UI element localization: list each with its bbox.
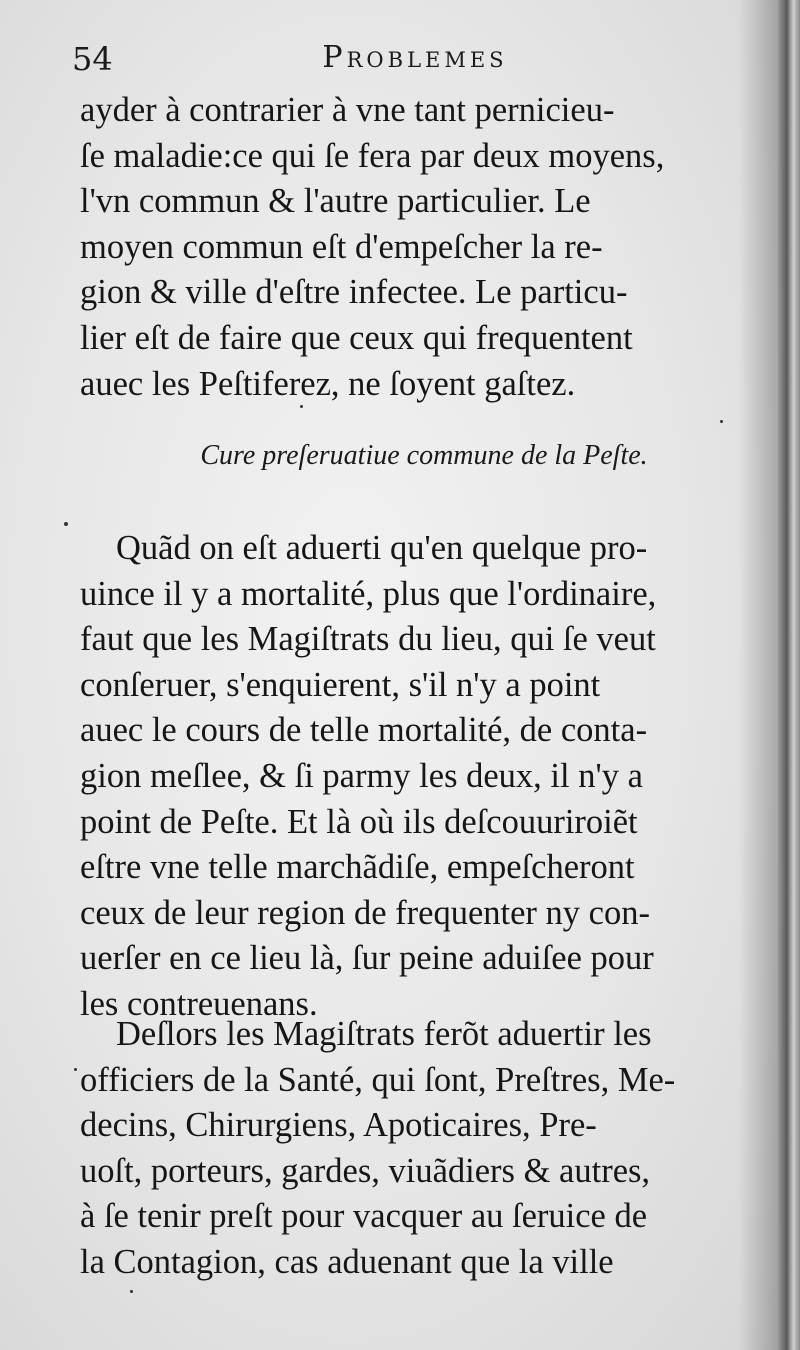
text-line: gion meſlee, & ſi parmy les deux, il n'y a (80, 756, 643, 795)
section-heading: Cure preſeruatiue commune de la Peſte. (200, 440, 648, 471)
text-line: l'vn commun & l'autre particulier. Le (80, 182, 591, 221)
page-number: 54 (72, 40, 113, 78)
text-line: les contreuenans. (80, 984, 318, 1023)
text-line: la Contagion, cas aduenant que la ville (80, 1242, 614, 1281)
paragraph-1 (80, 88, 768, 407)
paper-speck (74, 1068, 77, 1071)
text-line: uince il y a mortalité, plus que l'ordinaire, (80, 574, 657, 613)
text-line: faut que les Magiſtrats du lieu, qui ſe veut (80, 620, 656, 659)
text-line: uoſt, porteurs, gardes, viuãdiers & autres, (80, 1151, 651, 1190)
text-line: officiers de la Santé, qui ſont, Preſtres, Me- (80, 1060, 676, 1099)
paper-speck (720, 420, 723, 423)
paper-speck (130, 1290, 133, 1293)
paper-speck (64, 522, 68, 526)
text-line: à ſe tenir preſt pour vacquer au ſeruice de (80, 1197, 648, 1236)
paragraph-3 (80, 1012, 768, 1286)
text-line: uerſer en ce lieu là, ſur peine aduiſee pour (80, 939, 654, 978)
running-head-title: Problemes (322, 40, 508, 75)
text-line: auec les Peſtiferez, ne ſoyent gaſtez. (80, 364, 576, 403)
text-line: point de Peſte. Et là où ils deſcouuriroiẽt (80, 802, 638, 841)
text-line: ayder à contrarier à vne tant pernicieu- (80, 91, 615, 129)
text-line: ſe maladie:ce qui ſe fera par deux moyens, (80, 136, 665, 175)
text-line: moyen commun eſt d'empeſcher la re- (80, 227, 603, 266)
text-line: Quãd on eſt aduerti qu'en quelque pro- (116, 529, 648, 567)
text-line: lier eſt de faire que ceux qui frequentent (80, 318, 633, 357)
text-line: conſeruer, s'enquierent, s'il n'y a point (80, 665, 601, 704)
text-line: ceux de leur region de frequenter ny con- (80, 893, 650, 932)
book-gutter (778, 0, 800, 1350)
text-line: eſtre vne telle marchãdiſe, empeſcheront (80, 848, 635, 887)
text-line: gion & ville d'eſtre infectee. Le particu- (80, 273, 628, 312)
text-line: decins, Chirurgiens, Apoticaires, Pre- (80, 1106, 597, 1145)
text-line: auec le cours de telle mortalité, de conta- (80, 711, 648, 750)
paper-speck (300, 405, 303, 408)
paragraph-2 (80, 526, 768, 1028)
text-line: Deſlors les Magiſtrats ferõt aduertir les (116, 1015, 652, 1053)
running-head (70, 40, 760, 80)
